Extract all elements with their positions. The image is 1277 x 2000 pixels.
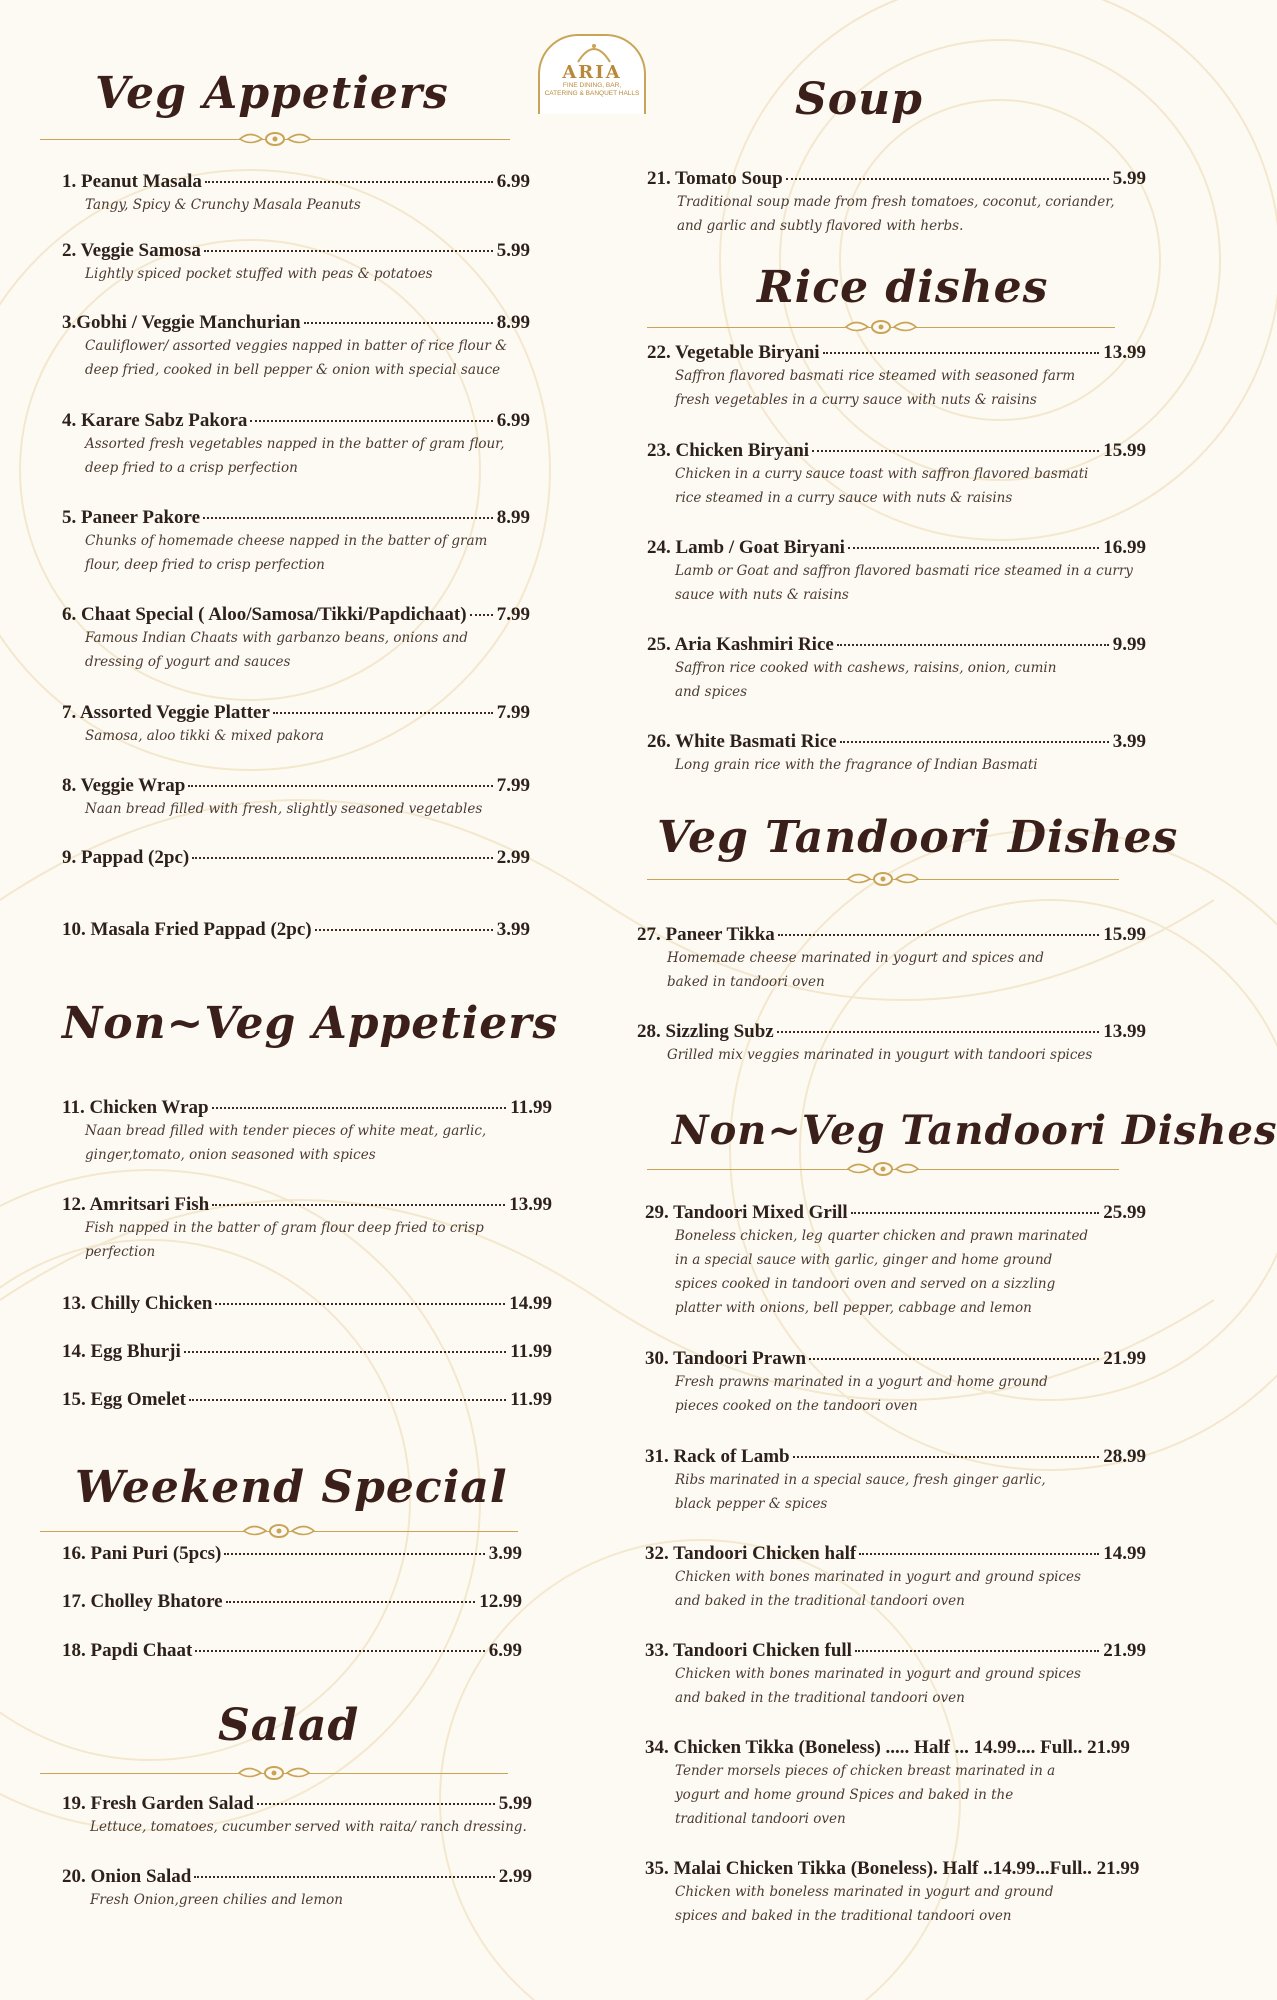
section-title: Non~Veg Appetiers <box>62 998 559 1049</box>
item-description: Lettuce, tomatoes, cucumber served with raita/ ranch dressing. <box>90 1819 527 1835</box>
item-price: 5.99 <box>498 1793 532 1814</box>
item-price: 6.99 <box>488 1640 522 1661</box>
item-description: perfection <box>85 1244 156 1260</box>
item-price: 3.99 <box>1112 731 1146 752</box>
item-price: 7.99 <box>496 604 530 625</box>
menu-item <box>62 1543 522 1565</box>
dot-leader <box>195 1650 484 1652</box>
item-description: in a special sauce with garlic, ginger and home ground <box>675 1252 1053 1268</box>
menu-item <box>645 1858 1146 1928</box>
menu-item <box>647 440 1146 510</box>
item-name: 24. Lamb / Goat Biryani <box>647 537 845 558</box>
item-price: 28.99 <box>1103 1446 1146 1467</box>
dot-leader <box>823 352 1100 354</box>
dot-leader <box>837 644 1109 646</box>
menu-item <box>645 1640 1146 1710</box>
item-price: 21.99 <box>1103 1640 1146 1661</box>
item-description: Chicken in a curry sauce toast with saffron flavored basmati <box>675 466 1089 482</box>
menu-item <box>62 312 530 382</box>
dot-leader <box>840 741 1109 743</box>
item-price: 7.99 <box>496 775 530 796</box>
item-name: 32. Tandoori Chicken half <box>645 1543 857 1564</box>
item-price: 13.99 <box>1103 1021 1146 1042</box>
item-description: Assorted fresh vegetables napped in the batter of gram flour, <box>85 436 505 452</box>
dot-leader <box>203 517 493 519</box>
dot-leader <box>812 450 1099 452</box>
item-name: 17. Cholley Bhatore <box>62 1591 223 1612</box>
menu-item <box>62 919 530 941</box>
dot-leader <box>851 1212 1100 1214</box>
item-description: Fresh Onion,green chilies and lemon <box>90 1892 343 1908</box>
item-price: 3.99 <box>488 1543 522 1564</box>
item-description: Grilled mix veggies marinated in yougurt with tandoori spices <box>667 1047 1093 1063</box>
item-price: 11.99 <box>510 1341 552 1362</box>
item-price: 3.99 <box>496 919 530 940</box>
menu-item <box>62 1293 552 1315</box>
menu-item <box>62 1793 532 1839</box>
item-name: 10. Masala Fried Pappad (2pc) <box>62 919 312 940</box>
item-description: Naan bread filled with tender pieces of white meat, garlic, <box>85 1123 487 1139</box>
item-name: 29. Tandoori Mixed Grill <box>645 1202 848 1223</box>
item-name: 34. Chicken Tikka (Boneless) ..... Half ... 14.99.... Full.. 21.99 <box>645 1737 1130 1758</box>
item-description: fresh vegetables in a curry sauce with nuts & raisins <box>675 392 1037 408</box>
item-description: Saffron rice cooked with cashews, raisins, onion, cumin <box>675 660 1057 676</box>
item-name: 19. Fresh Garden Salad <box>62 1793 254 1814</box>
dot-leader <box>212 1204 505 1206</box>
menu-item <box>62 1341 552 1363</box>
item-name: 28. Sizzling Subz <box>637 1021 774 1042</box>
item-description: and baked in the traditional tandoori oven <box>675 1690 965 1706</box>
dot-leader <box>224 1553 484 1555</box>
item-description: Traditional soup made from fresh tomatoes, coconut, coriander, <box>677 194 1115 210</box>
item-description: Famous Indian Chaats with garbanzo beans, onions and <box>85 630 468 646</box>
item-description: Boneless chicken, leg quarter chicken and prawn marinated <box>675 1228 1089 1244</box>
item-description: Tender morsels pieces of chicken breast marinated in a <box>675 1763 1056 1779</box>
menu-item <box>647 537 1146 607</box>
item-name: 1. Peanut Masala <box>62 171 202 192</box>
item-name: 14. Egg Bhurji <box>62 1341 181 1362</box>
item-description: spices cooked in tandoori oven and served on a sizzling <box>675 1276 1056 1292</box>
logo-tagline-2: CATERING & BANQUET HALLS <box>544 90 640 97</box>
item-description: ginger,tomato, onion seasoned with spices <box>85 1147 376 1163</box>
section-divider <box>647 316 1115 336</box>
item-name: 18. Papdi Chaat <box>62 1640 193 1661</box>
dot-leader <box>273 712 493 714</box>
item-description: Lightly spiced pocket stuffed with peas & potatoes <box>85 266 433 282</box>
item-name: 6. Chaat Special ( Aloo/Samosa/Tikki/Papdichaat) <box>62 604 467 625</box>
item-name: 8. Veggie Wrap <box>62 775 186 796</box>
menu-item <box>62 1194 552 1264</box>
item-description: and garlic and subtly flavored with herbs. <box>677 218 964 234</box>
item-price: 5.99 <box>1112 168 1146 189</box>
item-name: 16. Pani Puri (5pcs) <box>62 1543 222 1564</box>
dot-leader <box>212 1107 507 1109</box>
item-description: Fresh prawns marinated in a yogurt and home ground <box>675 1374 1048 1390</box>
item-description: Samosa, aloo tikki & mixed pakora <box>85 728 324 744</box>
menu-item <box>62 507 530 577</box>
item-price: 9.99 <box>1112 634 1146 655</box>
item-description: spices and baked in the traditional tandoori oven <box>675 1908 1012 1924</box>
item-description: Chicken with boneless marinated in yogurt and ground <box>675 1884 1054 1900</box>
menu-item <box>62 604 530 674</box>
section-title: Salad <box>218 1700 360 1751</box>
item-price: 21.99 <box>1103 1348 1146 1369</box>
item-description: Cauliflower/ assorted veggies napped in batter of rice flour & <box>85 338 508 354</box>
aria-logo <box>538 34 646 114</box>
item-name: 5. Paneer Pakore <box>62 507 201 528</box>
item-name: 25. Aria Kashmiri Rice <box>647 634 834 655</box>
dot-leader <box>315 929 493 931</box>
menu-item <box>645 1737 1146 1831</box>
section-divider <box>647 1158 1119 1178</box>
dot-leader <box>250 420 492 422</box>
item-price: 13.99 <box>509 1194 552 1215</box>
section-divider <box>40 1520 518 1540</box>
item-price: 7.99 <box>496 702 530 723</box>
item-name: 30. Tandoori Prawn <box>645 1348 807 1369</box>
logo-brand: ARIA <box>562 62 622 83</box>
menu-item <box>645 1543 1146 1613</box>
menu-item <box>645 1446 1146 1516</box>
section-divider <box>647 868 1119 888</box>
section-title: Veg Appetiers <box>95 68 449 119</box>
item-name: 9. Pappad (2pc) <box>62 847 190 868</box>
dot-leader <box>192 857 493 859</box>
item-description: flour, deep fried to crisp perfection <box>85 557 325 573</box>
dot-leader <box>189 1399 506 1401</box>
item-name: 2. Veggie Samosa <box>62 240 201 261</box>
dot-leader <box>793 1456 1100 1458</box>
item-name: 31. Rack of Lamb <box>645 1446 790 1467</box>
item-description: Long grain rice with the fragrance of Indian Basmati <box>675 757 1038 773</box>
item-description: deep fried, cooked in bell pepper & onion with special sauce <box>85 362 501 378</box>
dot-leader <box>859 1553 1099 1555</box>
item-price: 12.99 <box>479 1591 522 1612</box>
item-name: 15. Egg Omelet <box>62 1389 187 1410</box>
item-description: deep fried to a crisp perfection <box>85 460 298 476</box>
menu-item <box>62 410 530 480</box>
item-name: 12. Amritsari Fish <box>62 1194 210 1215</box>
item-description: and baked in the traditional tandoori oven <box>675 1593 965 1609</box>
menu-item <box>647 342 1146 412</box>
menu-item <box>62 702 530 748</box>
menu-item <box>647 731 1146 777</box>
item-name: 22. Vegetable Biryani <box>647 342 820 363</box>
item-price: 25.99 <box>1103 1202 1146 1223</box>
menu-item <box>62 1591 522 1613</box>
item-description: Tangy, Spicy & Crunchy Masala Peanuts <box>85 197 361 213</box>
item-name: 13. Chilly Chicken <box>62 1293 213 1314</box>
dome-icon <box>574 40 614 62</box>
menu-item <box>637 1021 1146 1067</box>
item-price: 16.99 <box>1103 537 1146 558</box>
menu-item <box>647 634 1146 704</box>
dot-leader <box>778 934 1099 936</box>
item-price: 8.99 <box>496 312 530 333</box>
item-name: 3.Gobhi / Veggie Manchurian <box>62 312 301 333</box>
item-description: platter with onions, bell pepper, cabbage and lemon <box>675 1300 1032 1316</box>
section-title: Soup <box>795 74 923 125</box>
menu-item <box>62 1866 532 1912</box>
logo-tagline-1: FINE DINING, BAR, <box>562 82 622 89</box>
dot-leader <box>777 1031 1100 1033</box>
item-name: 20. Onion Salad <box>62 1866 192 1887</box>
menu-item <box>647 168 1146 238</box>
menu-item <box>62 171 530 217</box>
item-description: and spices <box>675 684 748 700</box>
menu-item <box>62 847 530 869</box>
menu-item <box>62 1389 552 1411</box>
item-price: 15.99 <box>1103 440 1146 461</box>
item-description: Ribs marinated in a special sauce, fresh ginger garlic, <box>675 1472 1046 1488</box>
item-price: 14.99 <box>509 1293 552 1314</box>
item-name: 23. Chicken Biryani <box>647 440 810 461</box>
item-name: 33. Tandoori Chicken full <box>645 1640 852 1661</box>
dot-leader <box>809 1358 1099 1360</box>
dot-leader <box>215 1303 505 1305</box>
item-name: 35. Malai Chicken Tikka (Boneless). Half ..14.99...Full.. 21.99 <box>645 1858 1140 1879</box>
menu-item <box>62 240 530 286</box>
dot-leader <box>188 785 492 787</box>
item-name: 21. Tomato Soup <box>647 168 783 189</box>
item-name: 26. White Basmati Rice <box>647 731 837 752</box>
item-name: 4. Karare Sabz Pakora <box>62 410 248 431</box>
dot-leader <box>855 1650 1099 1652</box>
item-price: 11.99 <box>510 1097 552 1118</box>
section-divider <box>40 128 510 148</box>
item-price: 6.99 <box>496 171 530 192</box>
item-price: 11.99 <box>510 1389 552 1410</box>
item-price: 2.99 <box>498 1866 532 1887</box>
dot-leader <box>786 178 1109 180</box>
item-description: Chicken with bones marinated in yogurt and ground spices <box>675 1569 1081 1585</box>
dot-leader <box>184 1351 507 1353</box>
item-description: sauce with nuts & raisins <box>675 587 849 603</box>
section-title: Non~Veg Tandoori Dishes <box>672 1107 1277 1154</box>
item-price: 6.99 <box>496 410 530 431</box>
item-description: Homemade cheese marinated in yogurt and spices and <box>667 950 1044 966</box>
section-title: Rice dishes <box>757 262 1049 313</box>
dot-leader <box>848 547 1099 549</box>
item-description: pieces cooked on the tandoori oven <box>675 1398 918 1414</box>
item-description: Fish napped in the batter of gram flour deep fried to crisp <box>85 1220 484 1236</box>
item-description: Chunks of homemade cheese napped in the batter of gram <box>85 533 488 549</box>
item-description: dressing of yogurt and sauces <box>85 654 291 670</box>
item-description: baked in tandoori oven <box>667 974 825 990</box>
menu-item <box>62 1640 522 1662</box>
ornament-icon <box>838 1158 928 1178</box>
section-divider <box>40 1762 508 1782</box>
item-name: 27. Paneer Tikka <box>637 924 775 945</box>
item-description: yogurt and home ground Spices and baked in the <box>675 1787 1014 1803</box>
item-price: 15.99 <box>1103 924 1146 945</box>
menu-item <box>645 1348 1146 1418</box>
item-description: Chicken with bones marinated in yogurt and ground spices <box>675 1666 1081 1682</box>
menu-item <box>62 775 530 821</box>
dot-leader <box>205 181 493 183</box>
ornament-icon <box>838 868 928 888</box>
ornament-icon <box>234 1520 324 1540</box>
dot-leader <box>194 1876 494 1878</box>
section-title: Veg Tandoori Dishes <box>657 812 1179 863</box>
item-price: 14.99 <box>1103 1543 1146 1564</box>
item-price: 5.99 <box>496 240 530 261</box>
item-description: traditional tandoori oven <box>675 1811 846 1827</box>
item-description: black pepper & spices <box>675 1496 828 1512</box>
menu-item <box>637 924 1146 994</box>
item-name: 11. Chicken Wrap <box>62 1097 209 1118</box>
section-title: Weekend Special <box>75 1462 508 1513</box>
dot-leader <box>257 1803 495 1805</box>
item-price: 2.99 <box>496 847 530 868</box>
item-description: Lamb or Goat and saffron flavored basmati rice steamed in a curry <box>675 563 1133 579</box>
item-price: 13.99 <box>1103 342 1146 363</box>
ornament-icon <box>230 128 320 148</box>
dot-leader <box>204 250 493 252</box>
dot-leader <box>470 614 493 616</box>
menu-item <box>645 1202 1146 1320</box>
dot-leader <box>304 322 493 324</box>
item-name: 7. Assorted Veggie Platter <box>62 702 270 723</box>
menu-item <box>62 1097 552 1167</box>
ornament-icon <box>836 316 926 336</box>
dot-leader <box>226 1601 476 1603</box>
item-description: rice steamed in a curry sauce with nuts & raisins <box>675 490 1013 506</box>
item-description: Saffron flavored basmati rice steamed with seasoned farm <box>675 368 1076 384</box>
ornament-icon <box>229 1762 319 1782</box>
item-description: Naan bread filled with fresh, slightly seasoned vegetables <box>85 801 483 817</box>
item-price: 8.99 <box>496 507 530 528</box>
